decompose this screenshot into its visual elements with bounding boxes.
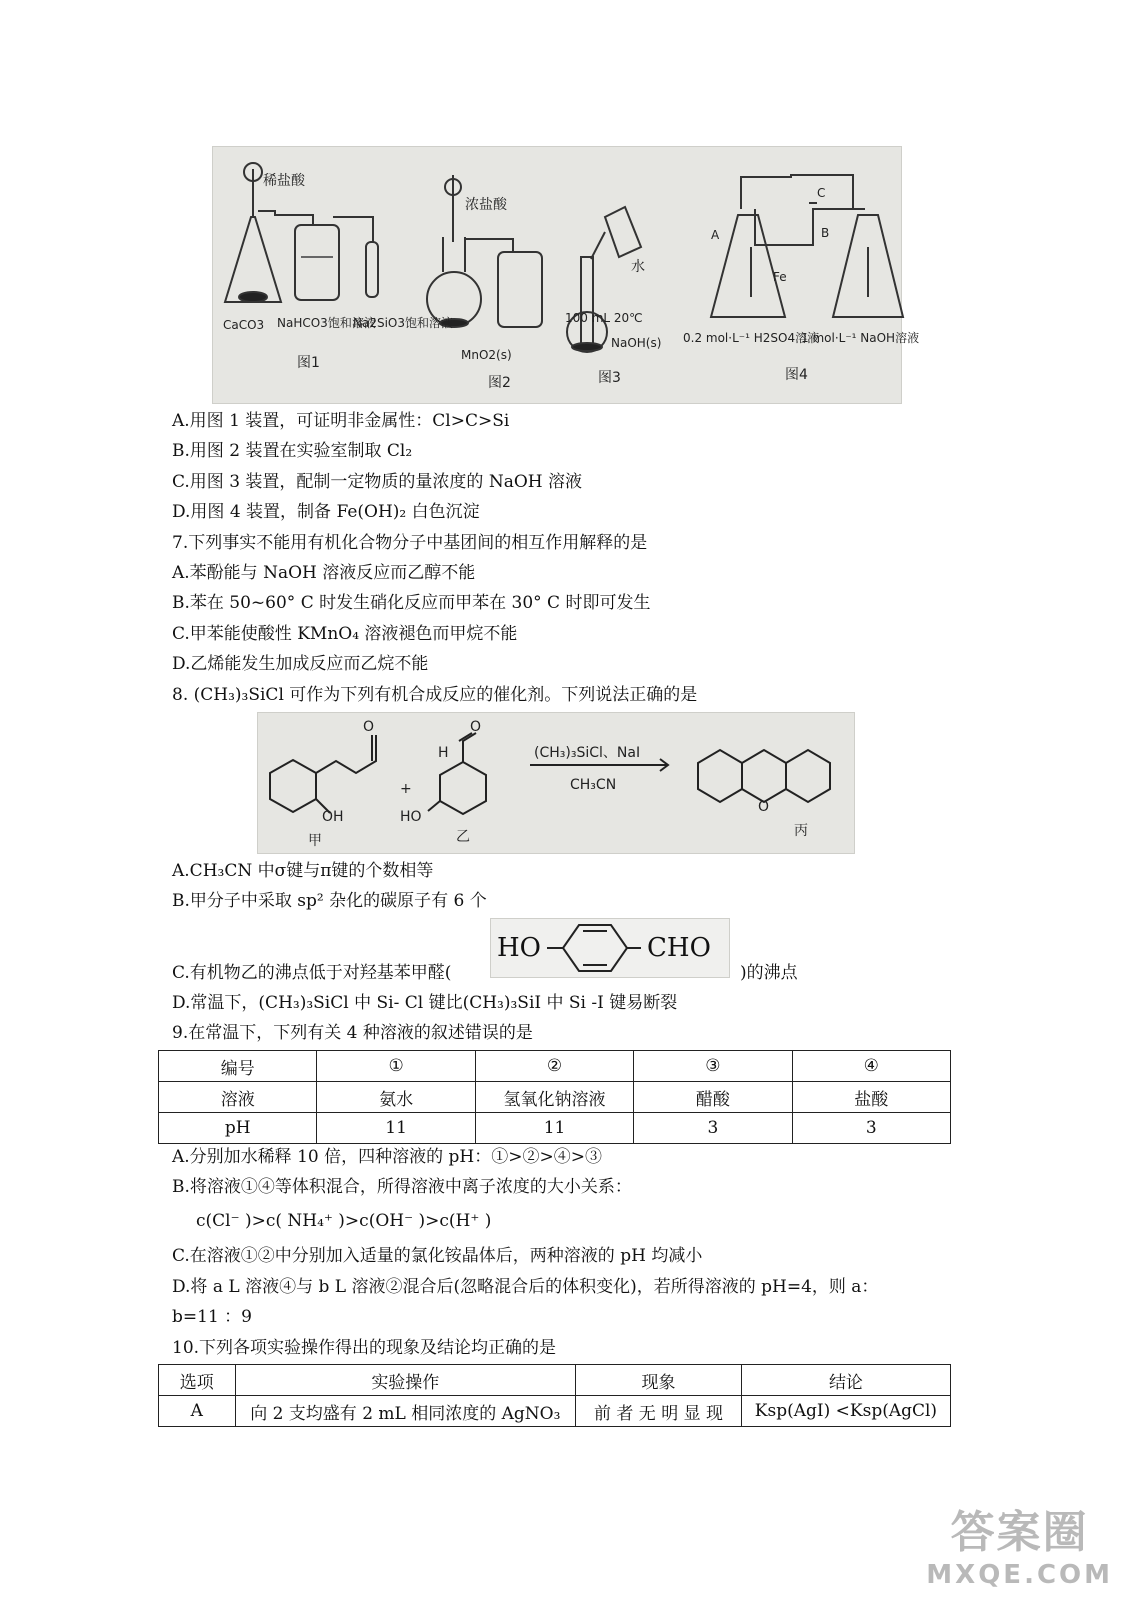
q9-stem: 9.在常温下，下列有关 4 种溶液的叙述错误的是 <box>172 1023 533 1043</box>
q8-option-a: A.CH₃CN 中σ键与π键的个数相等 <box>172 861 434 881</box>
fig2-funnel-label: 浓盐酸 <box>465 197 507 213</box>
watermark-logo <box>926 1496 1113 1590</box>
q8-option-c-before: C.有机物乙的沸点低于对羟基苯甲醛( <box>172 963 452 983</box>
table-cell: 氨水 <box>317 1082 475 1113</box>
table-row <box>159 1396 951 1427</box>
fig1-funnel-label: 稀盐酸 <box>263 173 305 189</box>
table-cell: 11 <box>475 1113 633 1144</box>
q8-option-b: B.甲分子中采取 sp² 杂化的碳原子有 6 个 <box>172 891 487 911</box>
q6-option-a: A.用图 1 装置，可证明非金属性：Cl>C>Si <box>172 411 510 431</box>
jia-label: 甲 <box>308 833 322 849</box>
q7-option-b: B.苯在 50~60° C 时发生硝化反应而甲苯在 30° C 时即可发生 <box>172 593 651 613</box>
fig4-fe-label: Fe <box>773 270 787 284</box>
table-cell: 氢氧化钠溶液 <box>475 1082 633 1113</box>
fig3-caption: 图3 <box>598 370 621 386</box>
q9-table <box>158 1050 951 1144</box>
yi-ho-label: HO <box>400 809 422 825</box>
q9-option-d-cont: b=11 ：9 <box>172 1307 252 1327</box>
table-row <box>159 1082 951 1113</box>
q8-option-d: D.常温下，(CH₃)₃SiCl 中 Si- Cl 键比(CH₃)₃SiI 中 Si -I 键易断裂 <box>172 993 678 1013</box>
q6-option-d: D.用图 4 装置，制备 Fe(OH)₂ 白色沉淀 <box>172 502 480 522</box>
bing-label: 丙 <box>794 823 808 839</box>
table-header-cell: 实验操作 <box>235 1365 576 1396</box>
fig4-b-label: B <box>821 226 830 240</box>
apparatus-drawing <box>213 147 920 403</box>
table-cell: 11 <box>317 1113 475 1144</box>
q9-option-d: D.将 a L 溶液④与 b L 溶液②混合后(忽略混合后的体积变化)，若所得溶液的 pH=4，则 a： <box>172 1277 879 1297</box>
fig3-flask-label: 100 mL 20℃ <box>565 311 643 325</box>
table-cell: 向 2 支均盛有 2 mL 相同浓度的 AgNO₃ <box>235 1396 576 1427</box>
reaction-drawing <box>258 713 854 853</box>
p-hydroxybenzaldehyde-structure <box>490 918 730 978</box>
table-header-cell: 选项 <box>159 1365 236 1396</box>
q7-option-d: D.乙烯能发生加成反应而乙烷不能 <box>172 654 429 674</box>
fig3-solid-label: NaOH(s) <box>611 336 662 350</box>
fig1-bottle-label: NaHCO3饱和溶液 <box>277 316 376 330</box>
yi-label: 乙 <box>456 829 470 845</box>
table-cell: ① <box>317 1051 475 1082</box>
q7-option-a: A.苯酚能与 NaOH 溶液反应而乙醇不能 <box>172 563 476 583</box>
table-header-cell: 现象 <box>576 1365 742 1396</box>
table-cell: 前 者 无 明 显 现 <box>576 1396 742 1427</box>
table-cell: pH <box>159 1113 317 1144</box>
q9-option-a: A.分别加水稀释 10 倍，四种溶液的 pH：①>②>④>③ <box>172 1147 602 1167</box>
table-cell: 3 <box>634 1113 792 1144</box>
q7-option-c: C.甲苯能使酸性 KMnO₄ 溶液褪色而甲烷不能 <box>172 624 518 644</box>
svg-text:O: O <box>363 719 375 735</box>
table-row <box>159 1113 951 1144</box>
table-header-cell: 结论 <box>741 1365 950 1396</box>
table-cell: A <box>159 1396 236 1427</box>
fig3-beaker-label: 水 <box>631 259 645 275</box>
table-cell: 3 <box>792 1113 950 1144</box>
q9-option-b-formula: c(Cl⁻ )>c( NH₄⁺ )>c(OH⁻ )>c(H⁺ ) <box>196 1211 492 1231</box>
fig1-caption: 图1 <box>297 355 320 371</box>
reagent-2: CH₃CN <box>570 777 617 793</box>
fig4-right-label: 1 mol·L⁻¹ NaOH溶液 <box>801 331 920 345</box>
struct-ho-label: HO <box>497 933 541 963</box>
table-cell: 醋酸 <box>634 1082 792 1113</box>
q10-table <box>158 1364 951 1427</box>
fig4-c-label: C <box>817 186 826 200</box>
jia-oh-label: OH <box>322 809 344 825</box>
table-row <box>159 1365 951 1396</box>
fig4-left-label: 0.2 mol·L⁻¹ H2SO4溶液 <box>683 331 820 345</box>
table-cell: ② <box>475 1051 633 1082</box>
watermark-top: 答案圈 <box>950 1507 1089 1558</box>
table-cell: 盐酸 <box>792 1082 950 1113</box>
fig1-flask-label: CaCO3 <box>223 318 265 332</box>
fig1-tube-label: Na2SiO3饱和溶液 <box>353 316 453 330</box>
reagent-1: (CH₃)₃SiCl、NaI <box>534 745 641 761</box>
fig2-caption: 图2 <box>488 375 511 391</box>
q8-option-c-after: )的沸点 <box>740 963 798 983</box>
table-cell: Ksp(AgI) <Ksp(AgCl) <box>741 1396 950 1427</box>
q7-stem: 7.下列事实不能用有机化合物分子中基团间的相互作用解释的是 <box>172 533 648 553</box>
table-cell: 溶液 <box>159 1082 317 1113</box>
svg-text:O: O <box>758 799 770 815</box>
yi-h-label: H <box>438 745 449 761</box>
svg-text:+: + <box>400 781 412 797</box>
apparatus-figure <box>212 146 920 404</box>
fig2-flask-label: MnO2(s) <box>461 348 512 362</box>
q9-option-b: B.将溶液①④等体积混合，所得溶液中离子浓度的大小关系： <box>172 1177 632 1197</box>
reaction-scheme <box>257 712 855 854</box>
table-row <box>159 1051 951 1082</box>
table-cell: ③ <box>634 1051 792 1082</box>
fig4-caption: 图4 <box>785 367 808 383</box>
table-cell: ④ <box>792 1051 950 1082</box>
watermark-bottom: MXQE.COM <box>926 1560 1113 1590</box>
q6-option-c: C.用图 3 装置，配制一定物质的量浓度的 NaOH 溶液 <box>172 472 583 492</box>
table-cell: 编号 <box>159 1051 317 1082</box>
q10-stem: 10.下列各项实验操作得出的现象及结论均正确的是 <box>172 1338 557 1358</box>
svg-text:O: O <box>470 719 482 735</box>
fig4-a-label: A <box>711 228 720 242</box>
q6-option-b: B.用图 2 装置在实验室制取 Cl₂ <box>172 441 413 461</box>
q9-option-c: C.在溶液①②中分别加入适量的氯化铵晶体后，两种溶液的 pH 均减小 <box>172 1246 703 1266</box>
struct-cho-label: CHO <box>647 933 711 963</box>
q8-stem: 8. (CH₃)₃SiCl 可作为下列有机合成反应的催化剂。下列说法正确的是 <box>172 685 698 705</box>
